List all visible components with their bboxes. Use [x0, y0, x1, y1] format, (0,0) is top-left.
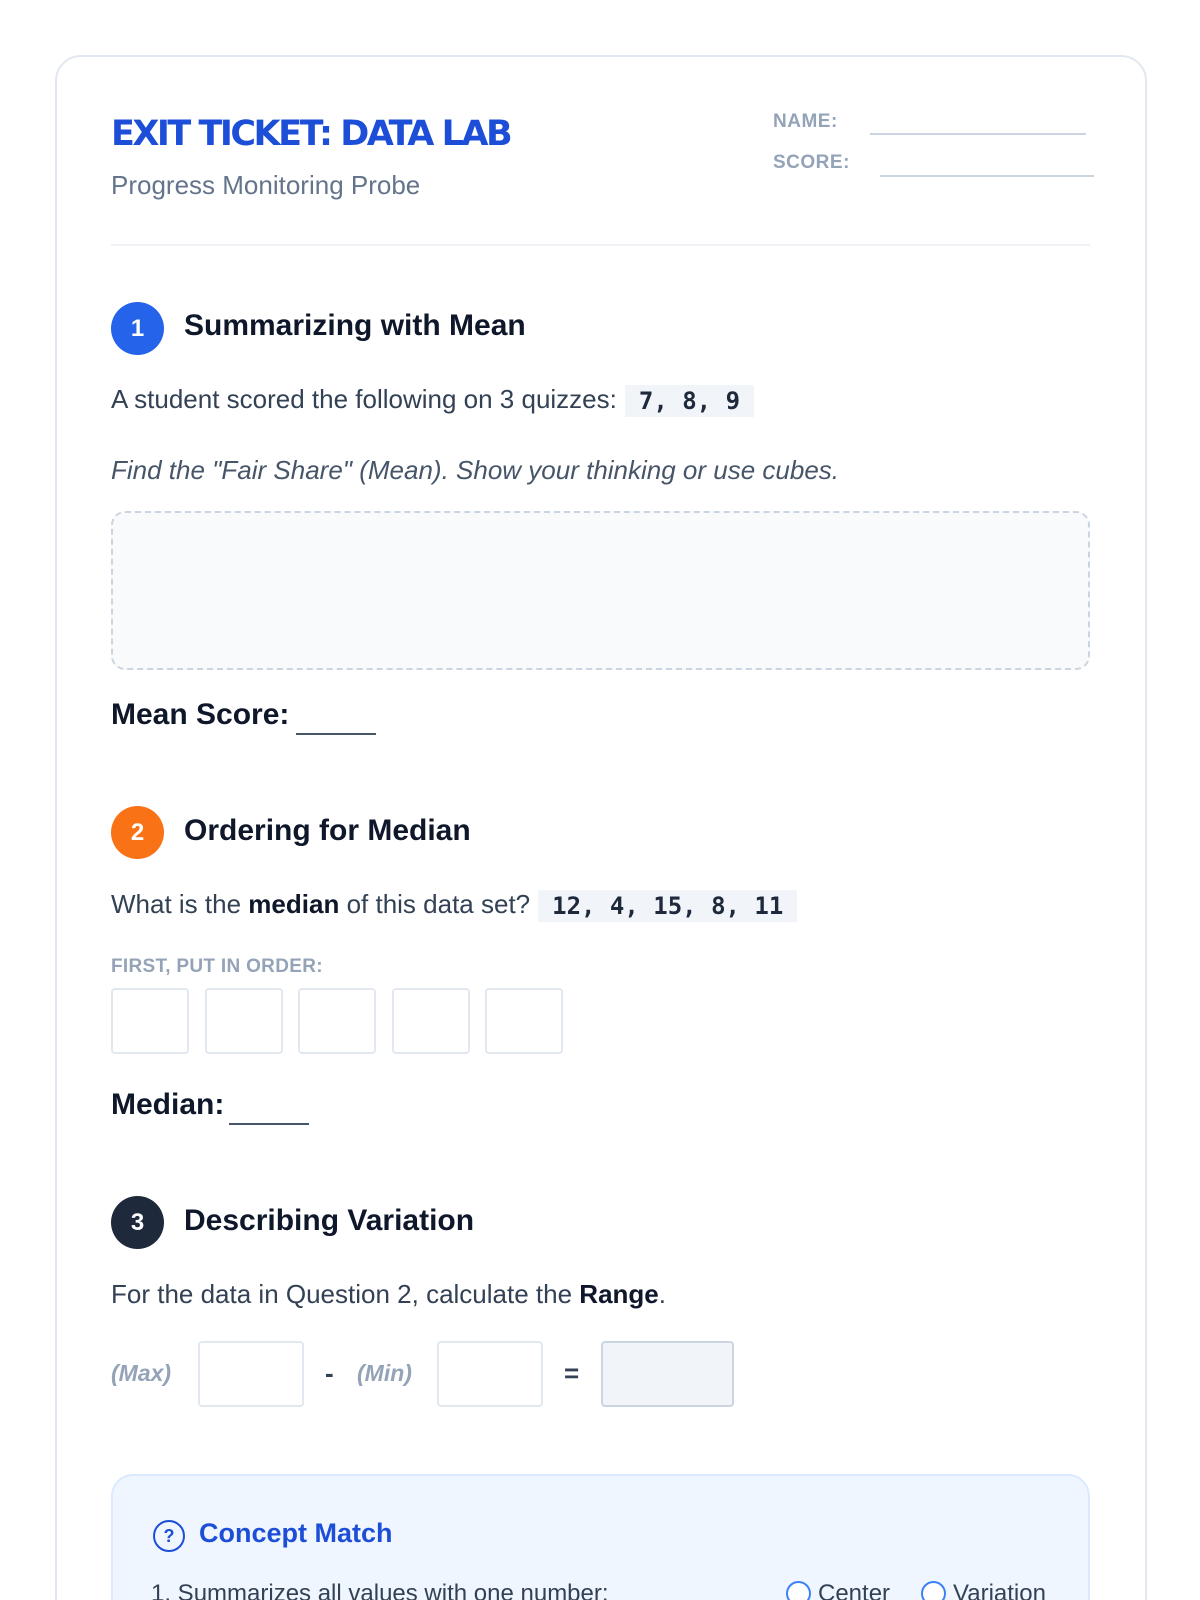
- radio-center[interactable]: [786, 1581, 811, 1600]
- min-label: (Min): [357, 1360, 412, 1386]
- order-box-4[interactable]: [392, 988, 470, 1054]
- question-3-prompt-post: .: [658, 1279, 666, 1309]
- question-2-prompt-bold: median: [248, 889, 340, 919]
- score-label: SCORE:: [773, 152, 850, 173]
- question-2-prompt: [111, 889, 797, 922]
- name-label: NAME:: [773, 111, 838, 132]
- minus-sign: -: [325, 1358, 334, 1388]
- question-circle-icon: ?: [153, 1520, 185, 1552]
- header-divider: [111, 244, 1090, 246]
- order-box-5[interactable]: [485, 988, 563, 1054]
- min-input[interactable]: [437, 1341, 543, 1407]
- page-subtitle: Progress Monitoring Probe: [111, 170, 421, 200]
- question-1-title: Summarizing with Mean: [184, 309, 526, 342]
- max-input[interactable]: [198, 1341, 304, 1407]
- question-1-data: 7, 8, 9: [625, 385, 754, 417]
- order-instruction: FIRST, PUT IN ORDER:: [111, 956, 323, 977]
- question-1-badge: 1: [111, 302, 164, 355]
- mean-score-answer[interactable]: [296, 733, 376, 735]
- question-2-badge: 2: [111, 806, 164, 859]
- question-1-prompt-text: A student scored the following on 3 quizzes:: [111, 384, 617, 414]
- concept-match-title: Concept Match: [199, 1518, 393, 1548]
- question-1-instruction: Find the "Fair Share" (Mean). Show your thinking or use cubes.: [111, 455, 840, 485]
- radio-variation[interactable]: [921, 1581, 946, 1600]
- radio-center-label: Center: [818, 1580, 891, 1600]
- question-3-title: Describing Variation: [184, 1204, 475, 1237]
- work-area[interactable]: [111, 511, 1090, 670]
- range-result-input[interactable]: [601, 1341, 734, 1407]
- order-box-1[interactable]: [111, 988, 189, 1054]
- name-field[interactable]: [870, 133, 1086, 135]
- score-field[interactable]: [880, 175, 1094, 177]
- question-3-prompt-bold: Range: [579, 1279, 659, 1309]
- median-label: Median:: [111, 1088, 225, 1121]
- question-1-prompt: [111, 384, 754, 417]
- page-title: EXIT TICKET: DATA LAB: [111, 114, 511, 154]
- question-2-data: 12, 4, 15, 8, 11: [538, 890, 797, 922]
- max-label: (Max): [111, 1360, 172, 1386]
- concept-item-1: 1. Summarizes all values with one number:: [151, 1580, 609, 1600]
- question-3-prompt-pre: For the data in Question 2, calculate the: [111, 1279, 573, 1309]
- order-box-2[interactable]: [205, 988, 283, 1054]
- order-box-3[interactable]: [298, 988, 376, 1054]
- question-2-prompt-pre: What is the: [111, 889, 242, 919]
- question-3-prompt: [111, 1279, 666, 1310]
- equals-sign: =: [564, 1358, 580, 1388]
- question-2-title: Ordering for Median: [184, 814, 471, 847]
- radio-variation-label: Variation: [953, 1580, 1046, 1600]
- mean-score-label: Mean Score:: [111, 698, 290, 731]
- question-3-badge: 3: [111, 1196, 164, 1249]
- question-2-prompt-post: of this data set?: [346, 889, 531, 919]
- median-answer[interactable]: [229, 1123, 309, 1125]
